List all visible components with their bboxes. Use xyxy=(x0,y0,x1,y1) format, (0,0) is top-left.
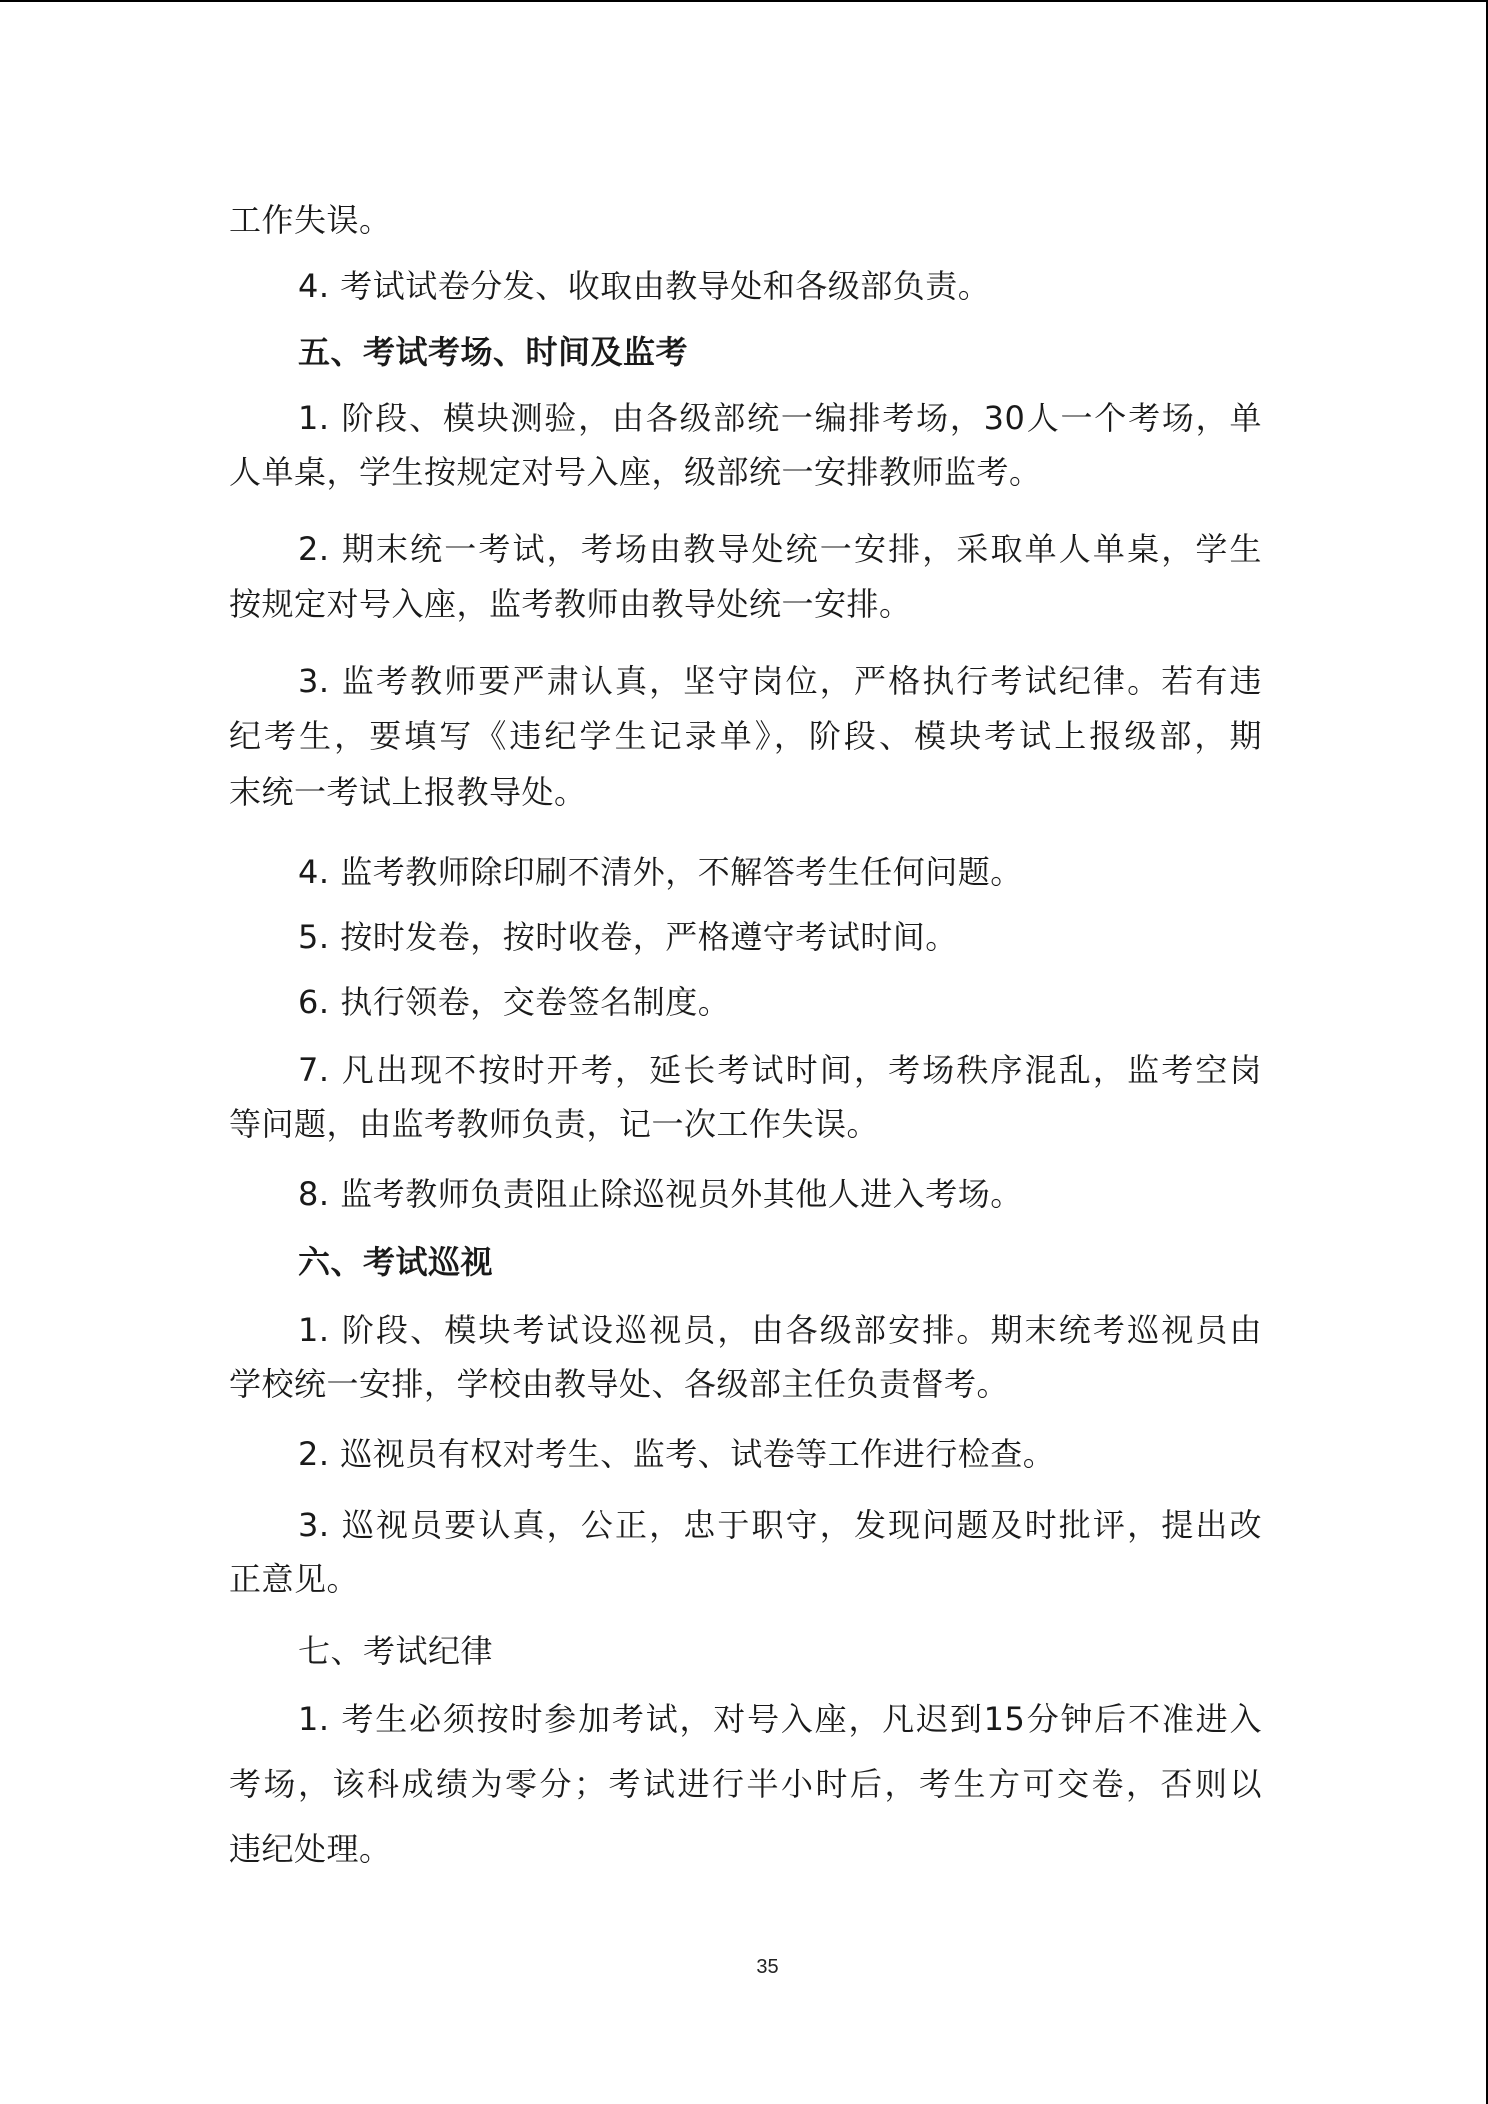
list-item-5-7-line-1: 7. 凡出现不按时开考，延长考试时间，考场秩序混乱，监考空岗 xyxy=(298,1051,1262,1089)
list-item-6-3-line-1: 3. 巡视员要认真，公正，忠于职守，发现问题及时批评，提出改 xyxy=(298,1506,1262,1544)
list-item-5-1-line-2: 人单桌，学生按规定对号入座，级部统一安排教师监考。 xyxy=(229,453,1042,491)
section-heading-5: 五、考试考场、时间及监考 xyxy=(298,333,689,371)
paragraph-line: 工作失误。 xyxy=(229,201,392,239)
page-number: 35 xyxy=(756,1956,779,1978)
list-item-5-2-line-2: 按规定对号入座，监考教师由教导处统一安排。 xyxy=(229,585,912,623)
list-item-5-4: 4. 监考教师除印刷不清外，不解答考生任何问题。 xyxy=(298,853,1023,891)
list-item-5-8: 8. 监考教师负责阻止除巡视员外其他人进入考场。 xyxy=(298,1175,1023,1213)
list-item-7-1-line-2: 考场，该科成绩为零分；考试进行半小时后，考生方可交卷，否则以 xyxy=(229,1765,1262,1803)
list-item-5-2-line-1: 2. 期末统一考试，考场由教导处统一安排，采取单人单桌，学生 xyxy=(298,530,1262,568)
list-item-6-1-line-1: 1. 阶段、模块考试设巡视员，由各级部安排。期末统考巡视员由 xyxy=(298,1311,1262,1349)
list-item-5-3-line-2: 纪考生，要填写《违纪学生记录单》，阶段、模块考试上报级部，期 xyxy=(229,717,1262,755)
list-item-6-3-line-2: 正意见。 xyxy=(229,1560,360,1598)
section-heading-6: 六、考试巡视 xyxy=(298,1243,494,1281)
list-item-5-5: 5. 按时发卷，按时收卷，严格遵守考试时间。 xyxy=(298,918,958,956)
list-item-4-distribution: 4. 考试试卷分发、收取由教导处和各级部负责。 xyxy=(298,267,991,305)
list-item-7-1-line-1: 1. 考生必须按时参加考试，对号入座，凡迟到15分钟后不准进入 xyxy=(298,1700,1262,1738)
list-item-6-2: 2. 巡视员有权对考生、监考、试卷等工作进行检查。 xyxy=(298,1435,1056,1473)
list-item-5-7-line-2: 等问题，由监考教师负责，记一次工作失误。 xyxy=(229,1105,880,1143)
list-item-5-6: 6. 执行领卷，交卷签名制度。 xyxy=(298,983,731,1021)
list-item-5-1-line-1: 1. 阶段、模块测验，由各级部统一编排考场，30人一个考场，单 xyxy=(298,399,1262,437)
list-item-5-3-line-3: 末统一考试上报教导处。 xyxy=(229,773,587,811)
list-item-6-1-line-2: 学校统一安排，学校由教导处、各级部主任负责督考。 xyxy=(229,1365,1010,1403)
list-item-5-3-line-1: 3. 监考教师要严肃认真，坚守岗位，严格执行考试纪律。若有违 xyxy=(298,662,1262,700)
list-item-7-1-line-3: 违纪处理。 xyxy=(229,1830,392,1868)
section-heading-7: 七、考试纪律 xyxy=(298,1632,494,1670)
